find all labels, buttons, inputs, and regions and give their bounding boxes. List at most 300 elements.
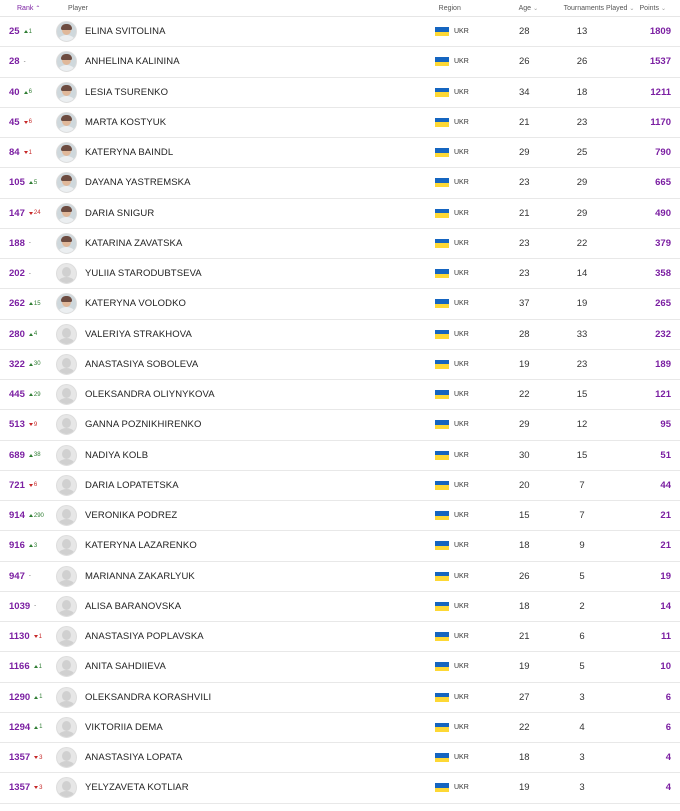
- sort-rank-header[interactable]: [0, 5, 52, 12]
- arrow-up-icon: [29, 544, 33, 547]
- rank-value: 513: [9, 419, 25, 431]
- region-code: UKR: [454, 572, 469, 580]
- player-first-name: KATERYNA: [85, 147, 136, 159]
- age-value: 18: [519, 600, 530, 612]
- player-name-link[interactable]: [85, 177, 191, 188]
- rank-cell: [0, 692, 52, 703]
- table-row[interactable]: [0, 683, 680, 713]
- tournaments-value: 7: [579, 510, 585, 522]
- rank-cell: [0, 480, 52, 491]
- player-name-link[interactable]: [85, 510, 177, 521]
- rank-value: 45: [9, 116, 20, 128]
- player-last-name: YASTREMSKA: [125, 177, 191, 189]
- age-value: 29: [519, 419, 530, 431]
- player-first-name: KATERYNA: [85, 540, 136, 552]
- table-row[interactable]: [0, 410, 680, 440]
- age-value: 22: [519, 721, 530, 733]
- region-cell: [417, 390, 497, 399]
- region-code: UKR: [454, 693, 469, 701]
- player-name-link[interactable]: [85, 87, 168, 98]
- avatar[interactable]: [56, 172, 77, 193]
- chevron-up-icon: ⌃: [35, 5, 41, 12]
- table-row[interactable]: [0, 380, 680, 410]
- tournaments-value: 3: [579, 691, 585, 703]
- points-value: 665: [655, 177, 671, 189]
- table-row[interactable]: [0, 531, 680, 561]
- region-code: UKR: [454, 754, 469, 762]
- player-first-name: GANNA: [85, 419, 119, 431]
- player-last-name: TSURENKO: [114, 86, 169, 98]
- tournaments-value: 22: [576, 237, 588, 249]
- table-row[interactable]: [0, 652, 680, 682]
- rank-value: 1290: [9, 691, 31, 703]
- table-row[interactable]: [0, 108, 680, 138]
- rank-cell: [0, 601, 52, 612]
- points-value: 4: [665, 752, 671, 764]
- rank-movement-value: 6: [28, 119, 32, 126]
- rank-movement-value: 1: [39, 724, 43, 731]
- ukraine-flag-icon: [435, 420, 449, 429]
- avatar[interactable]: [56, 566, 77, 587]
- points-value: 95: [660, 419, 671, 431]
- age-value: 18: [519, 752, 530, 764]
- rank-value: 105: [9, 177, 25, 189]
- age-value: 21: [519, 631, 530, 643]
- tournaments-value: 29: [576, 207, 588, 219]
- rank-movement-value: 1: [38, 663, 42, 670]
- arrow-up-icon: [29, 514, 33, 517]
- player-name-link[interactable]: [85, 147, 173, 158]
- player-last-name: SNIGUR: [116, 207, 155, 219]
- avatar[interactable]: [56, 747, 77, 768]
- player-last-name: DEMA: [134, 721, 163, 733]
- rank-cell: [0, 208, 52, 219]
- region-code: UKR: [454, 270, 469, 278]
- rank-cell: [0, 419, 52, 430]
- player-last-name: KOLB: [122, 449, 149, 461]
- player-first-name: OLEKSANDRA: [85, 691, 151, 703]
- rank-value: 280: [9, 328, 25, 340]
- rank-value: 1357: [9, 782, 31, 794]
- table-row[interactable]: [0, 138, 680, 168]
- avatar[interactable]: [56, 475, 77, 496]
- table-row[interactable]: [0, 350, 680, 380]
- region-cell: [417, 632, 497, 641]
- player-cell: [52, 505, 417, 526]
- region-code: UKR: [454, 723, 469, 731]
- player-cell: [52, 445, 417, 466]
- avatar[interactable]: [56, 203, 77, 224]
- player-name-link[interactable]: [85, 238, 182, 249]
- table-row[interactable]: [0, 289, 680, 319]
- avatar[interactable]: [56, 535, 77, 556]
- player-cell: [52, 687, 417, 708]
- region-code: UKR: [454, 179, 469, 187]
- tournaments-value: 23: [576, 116, 588, 128]
- rank-movement: [29, 361, 41, 367]
- ukraine-flag-icon: [435, 723, 449, 732]
- age-value: 19: [519, 358, 530, 370]
- player-last-name: LOPATA: [146, 752, 183, 764]
- points-value: 44: [660, 479, 671, 491]
- points-value: 51: [660, 449, 671, 461]
- player-name-link[interactable]: [85, 56, 180, 67]
- table-row[interactable]: [0, 229, 680, 259]
- player-first-name: ELINA: [85, 26, 113, 38]
- player-name-link[interactable]: [85, 419, 201, 430]
- table-row[interactable]: [0, 713, 680, 743]
- region-code: UKR: [454, 300, 469, 308]
- rank-movement-value: -: [28, 240, 31, 247]
- arrow-down-icon: [34, 756, 38, 759]
- player-last-name: PODREZ: [137, 510, 178, 522]
- rank-movement-value: 9: [33, 421, 38, 428]
- player-cell: [52, 263, 417, 284]
- region-cell: [417, 330, 497, 339]
- ukraine-flag-icon: [435, 330, 449, 339]
- region-code: UKR: [454, 451, 469, 459]
- rank-cell: [0, 298, 52, 309]
- region-cell: [417, 299, 497, 308]
- points-value: 358: [655, 268, 671, 280]
- points-value: 4: [665, 782, 671, 794]
- avatar[interactable]: [56, 82, 77, 103]
- player-cell: [52, 717, 417, 738]
- rank-cell: [0, 268, 52, 279]
- player-cell: [52, 535, 417, 556]
- tournaments-value: 33: [576, 328, 588, 340]
- tournaments-value: 3: [579, 752, 585, 764]
- avatar[interactable]: [56, 717, 77, 738]
- player-cell: [52, 172, 417, 193]
- tournaments-value: 6: [579, 631, 585, 643]
- rank-movement: [29, 543, 37, 549]
- player-name-link[interactable]: [85, 26, 166, 37]
- tournaments-value: 5: [579, 661, 585, 673]
- player-name-link[interactable]: [85, 661, 166, 672]
- table-row[interactable]: [0, 441, 680, 471]
- player-first-name: NADIYA: [85, 449, 120, 461]
- rank-movement: [29, 331, 37, 337]
- region-cell: [417, 269, 497, 278]
- rank-movement-value: 30: [33, 361, 41, 368]
- rank-value: 262: [9, 298, 25, 310]
- ukraine-flag-icon: [435, 27, 449, 36]
- player-name-link[interactable]: [85, 722, 163, 733]
- avatar[interactable]: [56, 626, 77, 647]
- avatar[interactable]: [56, 505, 77, 526]
- table-row[interactable]: [0, 773, 680, 803]
- player-name-link[interactable]: [85, 450, 148, 461]
- arrow-up-icon: [29, 363, 33, 366]
- rank-cell: [0, 56, 52, 67]
- rank-cell: [0, 510, 52, 521]
- rank-movement-value: 4: [33, 331, 38, 338]
- avatar[interactable]: [56, 263, 77, 284]
- rank-cell: [0, 661, 52, 672]
- ukraine-flag-icon: [435, 451, 449, 460]
- player-name-link[interactable]: [85, 540, 197, 551]
- rank-movement-value: 290: [33, 512, 44, 519]
- region-code: UKR: [454, 421, 469, 429]
- player-cell: [52, 51, 417, 72]
- age-value: 34: [519, 86, 530, 98]
- tournaments-value: 25: [576, 147, 588, 159]
- player-last-name: KOSTYUK: [120, 116, 167, 128]
- rank-movement-value: 24: [33, 210, 41, 217]
- points-header-label: Points: [639, 4, 659, 12]
- rank-value: 689: [9, 449, 25, 461]
- region-cell: [417, 753, 497, 762]
- table-header: [0, 0, 680, 17]
- rank-movement: [29, 513, 44, 519]
- rank-movement: [29, 422, 37, 428]
- player-first-name: ANITA: [85, 661, 113, 673]
- arrow-down-icon: [34, 786, 38, 789]
- player-last-name: SOBOLEVA: [146, 358, 199, 370]
- rank-movement: [29, 210, 41, 216]
- rank-movement-value: 29: [33, 391, 41, 398]
- rank-movement-value: 38: [33, 452, 41, 459]
- region-code: UKR: [454, 602, 469, 610]
- player-name-link[interactable]: [85, 389, 215, 400]
- player-cell: [52, 82, 417, 103]
- age-value: 15: [519, 510, 530, 522]
- rank-cell: [0, 571, 52, 582]
- rank-cell: [0, 359, 52, 370]
- ukraine-flag-icon: [435, 88, 449, 97]
- region-cell: [417, 572, 497, 581]
- points-value: 1537: [649, 56, 671, 68]
- table-row[interactable]: [0, 501, 680, 531]
- avatar[interactable]: [56, 384, 77, 405]
- player-cell: [52, 21, 417, 42]
- player-header-label: Player: [67, 4, 88, 12]
- player-name-link[interactable]: [85, 571, 195, 582]
- rank-value: 1357: [9, 752, 31, 764]
- rank-cell: [0, 752, 52, 763]
- region-code: UKR: [454, 542, 469, 550]
- region-cell: [417, 178, 497, 187]
- ukraine-flag-icon: [435, 209, 449, 218]
- player-name-link[interactable]: [85, 631, 204, 642]
- ukraine-flag-icon: [435, 602, 449, 611]
- tournaments-value: 4: [579, 721, 585, 733]
- avatar[interactable]: [56, 293, 77, 314]
- player-last-name: BARANOVSKA: [114, 600, 182, 612]
- ukraine-flag-icon: [435, 178, 449, 187]
- tournaments-value: 14: [576, 268, 588, 280]
- region-code: UKR: [454, 58, 469, 66]
- player-first-name: YELYZAVETA: [85, 782, 145, 794]
- avatar[interactable]: [56, 777, 77, 798]
- table-row[interactable]: [0, 622, 680, 652]
- region-cell: [417, 420, 497, 429]
- table-row[interactable]: [0, 168, 680, 198]
- age-value: 21: [519, 116, 530, 128]
- table-row[interactable]: [0, 471, 680, 501]
- rank-movement-value: 15: [33, 300, 41, 307]
- table-row[interactable]: [0, 78, 680, 108]
- player-name-link[interactable]: [85, 117, 166, 128]
- ukraine-flag-icon: [435, 783, 449, 792]
- region-header: [417, 5, 497, 12]
- region-code: UKR: [454, 239, 469, 247]
- rank-movement-value: 6: [33, 482, 38, 489]
- player-cell: [52, 566, 417, 587]
- rank-value: 1166: [9, 661, 30, 673]
- player-name-link[interactable]: [85, 752, 182, 763]
- rank-value: 1130: [9, 631, 30, 643]
- rank-value: 84: [9, 147, 20, 159]
- rank-value: 947: [9, 570, 25, 582]
- player-name-link[interactable]: [85, 359, 198, 370]
- rank-cell: [0, 117, 52, 128]
- chevron-down-icon: ⌄: [533, 5, 539, 12]
- table-row[interactable]: [0, 47, 680, 77]
- region-code: UKR: [454, 784, 469, 792]
- arrow-down-icon: [24, 151, 28, 154]
- points-value: 232: [655, 328, 671, 340]
- arrow-up-icon: [34, 726, 38, 729]
- player-cell: [52, 384, 417, 405]
- rank-header-label: Rank: [17, 4, 34, 12]
- player-name-link[interactable]: [85, 480, 179, 491]
- arrow-up-icon: [29, 181, 33, 184]
- table-row[interactable]: [0, 320, 680, 350]
- player-first-name: MARIANNA: [85, 570, 136, 582]
- rank-movement: [29, 573, 31, 579]
- tournaments-value: 5: [579, 570, 585, 582]
- points-value: 1170: [650, 116, 671, 128]
- table-row[interactable]: [0, 592, 680, 622]
- points-value: 121: [655, 389, 671, 401]
- player-first-name: ANASTASIYA: [85, 752, 144, 764]
- table-row[interactable]: [0, 199, 680, 229]
- player-name-link[interactable]: [85, 208, 154, 219]
- player-last-name: BAINDL: [138, 147, 174, 159]
- tournaments-value: 9: [579, 540, 585, 552]
- rank-movement: [29, 301, 41, 307]
- region-cell: [417, 481, 497, 490]
- region-header-label: Region: [438, 4, 461, 12]
- table-row[interactable]: [0, 259, 680, 289]
- ukraine-flag-icon: [435, 753, 449, 762]
- rank-movement: [34, 785, 42, 791]
- rank-movement: [29, 482, 37, 488]
- rank-cell: [0, 329, 52, 340]
- age-value: 19: [519, 782, 530, 794]
- arrow-down-icon: [29, 484, 33, 487]
- age-value: 30: [519, 449, 530, 461]
- avatar[interactable]: [56, 354, 77, 375]
- player-first-name: KATARINA: [85, 237, 132, 249]
- region-cell: [417, 209, 497, 218]
- rank-movement-value: -: [34, 603, 37, 610]
- age-value: 37: [519, 298, 530, 310]
- player-first-name: ALISA: [85, 600, 112, 612]
- table-row[interactable]: [0, 743, 680, 773]
- sort-tournaments-header[interactable]: [552, 5, 640, 12]
- region-code: UKR: [454, 149, 469, 157]
- age-value: 28: [519, 328, 530, 340]
- rank-value: 188: [9, 237, 25, 249]
- rank-movement: [24, 119, 32, 125]
- avatar[interactable]: [56, 233, 77, 254]
- rank-cell: [0, 540, 52, 551]
- region-cell: [417, 602, 497, 611]
- age-value: 26: [519, 570, 530, 582]
- arrow-up-icon: [29, 454, 33, 457]
- player-first-name: ANHELINA: [85, 56, 133, 68]
- player-first-name: DARIA: [85, 479, 115, 491]
- player-last-name: KOTLIAR: [147, 782, 189, 794]
- player-cell: [52, 142, 417, 163]
- player-first-name: VIKTORIIA: [85, 721, 133, 733]
- tournaments-value: 7: [579, 479, 585, 491]
- avatar[interactable]: [56, 445, 77, 466]
- tournaments-header-label: Tournaments Played: [563, 4, 628, 12]
- avatar[interactable]: [56, 21, 77, 42]
- rank-movement: [34, 634, 42, 640]
- points-value: 10: [660, 661, 671, 673]
- points-value: 14: [660, 600, 671, 612]
- ukraine-flag-icon: [435, 693, 449, 702]
- arrow-up-icon: [24, 91, 28, 94]
- rank-cell: [0, 177, 52, 188]
- rank-movement: [29, 392, 41, 398]
- ukraine-flag-icon: [435, 511, 449, 520]
- age-value: 22: [519, 389, 530, 401]
- rank-movement: [34, 603, 36, 609]
- rank-movement: [34, 724, 42, 730]
- player-last-name: KORASHVILI: [153, 691, 212, 703]
- region-code: UKR: [454, 209, 469, 217]
- arrow-down-icon: [34, 635, 38, 638]
- avatar[interactable]: [56, 687, 77, 708]
- rank-value: 147: [9, 207, 25, 219]
- table-row[interactable]: [0, 562, 680, 592]
- player-first-name: ANASTASIYA: [85, 358, 144, 370]
- avatar[interactable]: [56, 142, 77, 163]
- avatar[interactable]: [56, 51, 77, 72]
- table-row[interactable]: [0, 17, 680, 47]
- player-first-name: OLEKSANDRA: [85, 389, 151, 401]
- avatar[interactable]: [56, 596, 77, 617]
- avatar[interactable]: [56, 414, 77, 435]
- region-cell: [417, 239, 497, 248]
- sort-points-header[interactable]: [640, 5, 680, 12]
- avatar[interactable]: [56, 656, 77, 677]
- player-name-link[interactable]: [85, 782, 189, 793]
- arrow-up-icon: [29, 333, 33, 336]
- rank-value: 40: [9, 86, 20, 98]
- player-name-link[interactable]: [85, 692, 211, 703]
- player-last-name: KALININA: [135, 56, 180, 68]
- arrow-up-icon: [34, 696, 38, 699]
- age-value: 21: [519, 207, 530, 219]
- ukraine-flag-icon: [435, 541, 449, 550]
- rank-movement-value: -: [28, 573, 31, 580]
- player-name-link[interactable]: [85, 268, 202, 279]
- player-name-link[interactable]: [85, 298, 186, 309]
- avatar[interactable]: [56, 324, 77, 345]
- avatar[interactable]: [56, 112, 77, 133]
- sort-age-header[interactable]: [497, 5, 552, 12]
- player-name-link[interactable]: [85, 601, 181, 612]
- ukraine-flag-icon: [435, 57, 449, 66]
- player-name-link[interactable]: [85, 329, 192, 340]
